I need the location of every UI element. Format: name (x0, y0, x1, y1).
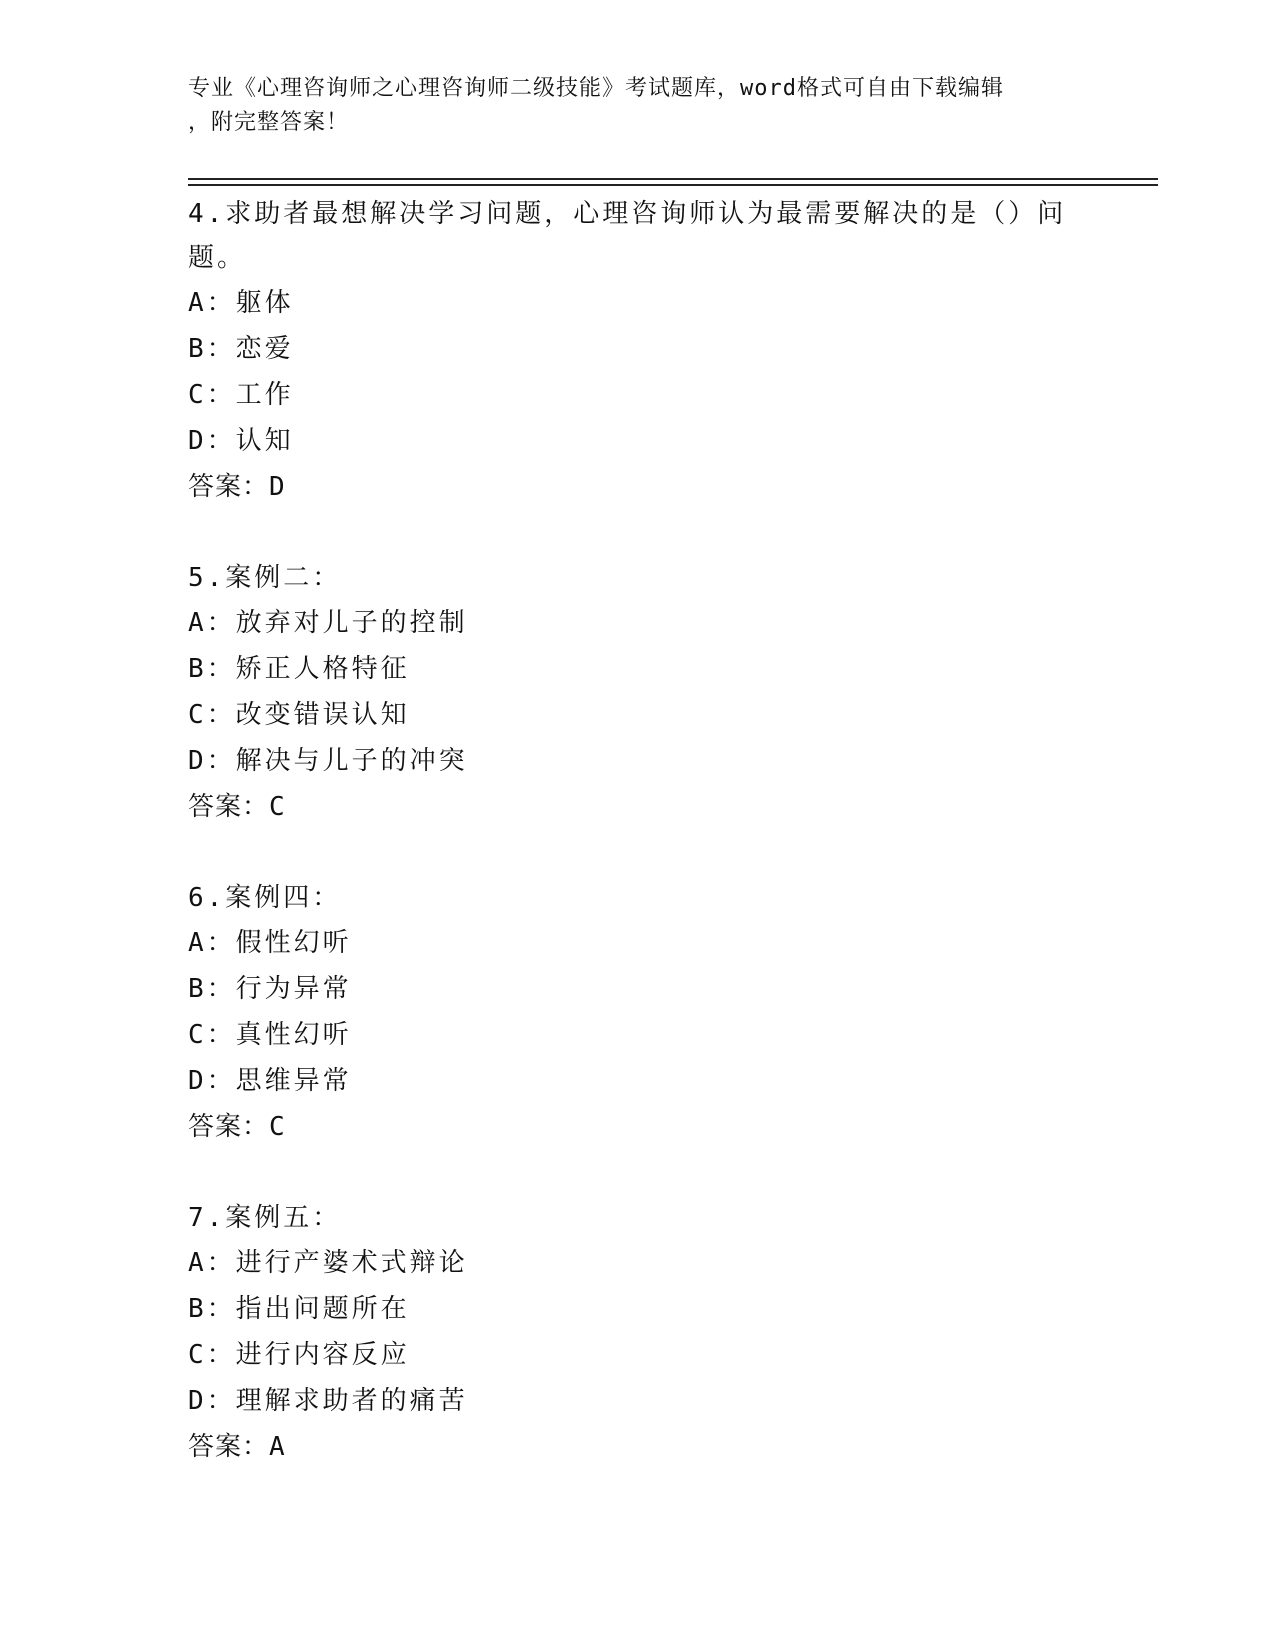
option-c: C：真性幻听 (188, 1020, 352, 1050)
question-stem: 6.案例四： (188, 883, 342, 913)
option-c: C：工作 (188, 380, 294, 410)
answer-value: C (269, 1112, 286, 1142)
option-d: D：思维异常 (188, 1066, 352, 1096)
answer (188, 784, 1068, 830)
question-stem: 5.案例二： (188, 563, 342, 593)
answer (188, 1104, 1068, 1150)
option-b: B：矫正人格特征 (188, 654, 410, 684)
option-a: A：假性幻听 (188, 928, 352, 958)
option-c: C：进行内容反应 (188, 1340, 410, 1370)
option-a: A：进行产婆术式辩论 (188, 1248, 468, 1278)
option-a: A：放弃对儿子的控制 (188, 608, 468, 638)
answer-label: 答案： (188, 792, 270, 822)
option-b: B：指出问题所在 (188, 1294, 410, 1324)
option-b: B：行为异常 (188, 974, 352, 1004)
header-divider-bottom (188, 184, 1158, 186)
question-5 (188, 556, 1068, 830)
question-6 (188, 876, 1068, 1150)
option-b: B：恋爱 (188, 334, 294, 364)
answer-value: C (269, 792, 286, 822)
question-7 (188, 1196, 1068, 1470)
option-a: A：躯体 (188, 288, 294, 318)
option-d: D：认知 (188, 426, 294, 456)
header-line-1: 专业《心理咨询师之心理咨询师二级技能》考试题库，word格式可自由下载编辑 (188, 76, 1004, 101)
header-divider-top (188, 178, 1158, 180)
answer-value: A (269, 1432, 286, 1462)
question-list (188, 192, 1068, 1516)
answer-value: D (269, 472, 286, 502)
answer (188, 1424, 1068, 1470)
answer (188, 464, 1068, 510)
question-4 (188, 192, 1068, 510)
option-d: D：解决与儿子的冲突 (188, 746, 468, 776)
document-header (188, 72, 1088, 140)
option-c: C：改变错误认知 (188, 700, 410, 730)
option-d: D：理解求助者的痛苦 (188, 1386, 468, 1416)
answer-label: 答案： (188, 472, 270, 502)
answer-label: 答案： (188, 1112, 270, 1142)
answer-label: 答案： (188, 1432, 270, 1462)
header-line-2: ，附完整答案！ (188, 110, 350, 135)
question-stem: 7.案例五： (188, 1203, 342, 1233)
question-stem: 4.求助者最想解决学习问题，心理咨询师认为最需要解决的是（）问题。 (188, 199, 1067, 273)
